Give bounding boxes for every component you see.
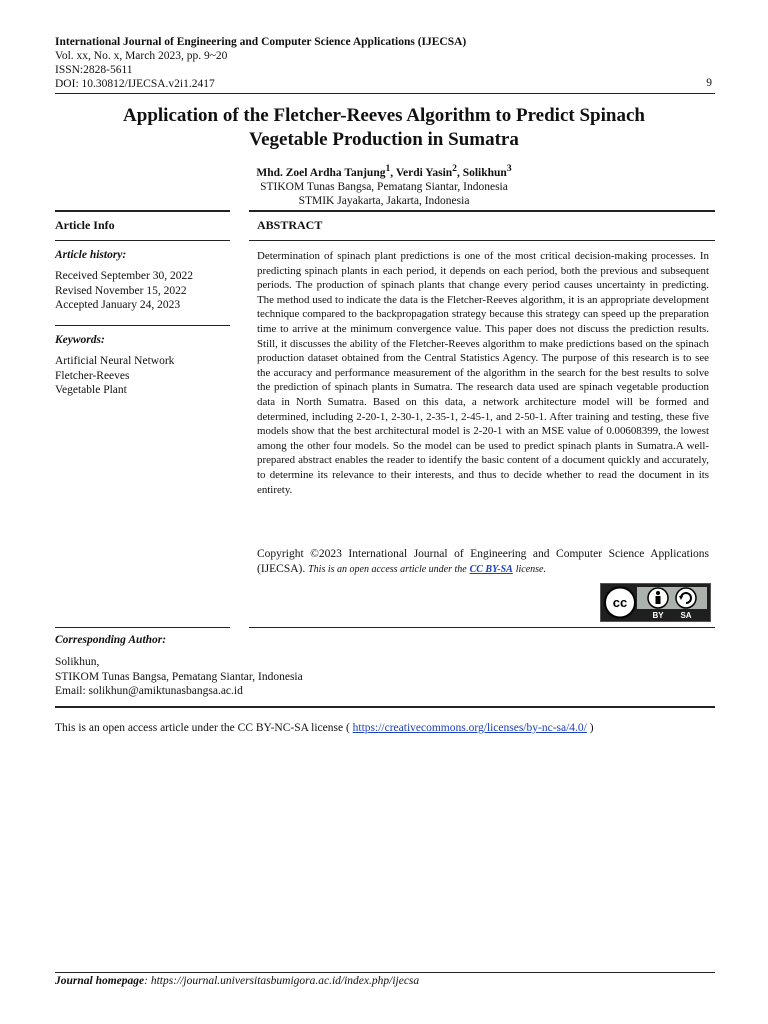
- affiliation-2: STMIK Jayakarta, Jakarta, Indonesia: [298, 194, 470, 207]
- corresponding-name: Solikhun,: [55, 656, 100, 668]
- open-access-post: license.: [515, 564, 546, 575]
- copyright-text: Copyright ©2023 International Journal of Engineering and Computer Science Applications (IJECSA).: [257, 548, 709, 575]
- issn: ISSN:2828-5611: [55, 64, 133, 76]
- copyright-notice: [257, 547, 709, 577]
- license-note: [55, 722, 594, 734]
- corresponding-affiliation: STIKOM Tunas Bangsa, Pematang Siantar, Indonesia: [55, 670, 303, 683]
- homepage-label: Journal homepage: [55, 975, 145, 987]
- author-names: Mhd. Zoel Ardha Tanjung$^1$, Verdi Yasin$^2$, Solikhun$^3$: [256, 163, 512, 179]
- running-header: [55, 35, 466, 91]
- abstract-top-rule: [249, 210, 715, 212]
- received-date: Received September 30, 2022: [55, 270, 193, 282]
- doi: DOI: 10.30812/IJECSA.v2i1.2417: [55, 78, 215, 90]
- sa-label: SA: [680, 611, 692, 620]
- keyword-item: Fletcher-Reeves: [55, 369, 130, 382]
- keyword-item: Vegetable Plant: [55, 384, 127, 396]
- license-post: ): [589, 722, 594, 734]
- paper-title: [60, 104, 708, 152]
- license-url-link[interactable]: https://creativecommons.org/licenses/by-nc-sa/4.0/: [352, 722, 587, 734]
- author-1-sup: 1: [385, 163, 391, 174]
- title-line-2: Vegetable Production in Sumatra: [249, 129, 519, 150]
- title-line-1: Application of the Fletcher-Reeves Algorithm to Predict Spinach: [123, 105, 645, 126]
- corresponding-label: Corresponding Author:: [55, 634, 167, 646]
- corresponding-email: Email: solikhun@amiktunasbangsa.ac.id: [55, 685, 243, 697]
- abstract-sub-rule: [249, 240, 715, 241]
- share-alike-icon: [676, 588, 696, 608]
- journal-name: International Journal of Engineering and Computer Science Applications (IJECSA): [55, 36, 467, 48]
- abstract-heading: ABSTRACT: [257, 218, 323, 232]
- article-info-heading: Article Info: [55, 218, 115, 232]
- corresponding-details: [55, 655, 303, 699]
- abstract-text: Determination of spinach plant predictions is one of the most critical decision-making processes. In predicting spinach plants in each period, it depends on each period, both the previous and subsequent periods. The production of spinach plants that change every period causes uncertainty in predicting. The method used to indicate the data is the Fletcher-Reeves algorithm, it is an appropriate development technique compared to the backpropagation strategy because this strategy can speed up the preparation time to arrive at the minimum convergence value. This paper does not discuss the prediction results. Still, it discusses the ability of the Fletcher-Reeves algorithm to make predictions based on the spinach production dataset obtained from the Central Statistics Agency. The purpose of this research is to see the accuracy and performance measurement of the algorithm in the search for the best results to solve the prediction of spinach plants in Sumatra. The research data used are spinach vegetable production data in North Sumatra. Based on this data, a network architecture model will be formed and determined, including 2-20-1, 2-30-1, 2-35-1, 2-45-1, and 2-50-1. After training and testing, these five models show that the best architectural model is 2-20-1 with an MSE value of 0.00608399, the lowest among the other four models. So the model can be used to predict spinach plants in Sumatra.A well-prepared abstract enables the reader to identify the basic content of a document quickly and accurately, to determine its relevance to their interests, and thus to decide whether to read the document in its entirety.: [257, 250, 709, 496]
- author-3: Solikhun: [462, 166, 507, 179]
- accepted-date: Accepted January 24, 2023: [55, 299, 181, 311]
- header-rule: [55, 93, 715, 94]
- keyword-list: [55, 354, 174, 398]
- open-access-pre: This is an open access article under the: [308, 564, 467, 575]
- keywords-label: Keywords:: [55, 334, 105, 346]
- history-rule: [55, 325, 230, 326]
- volume-info: Vol. xx, No. x, March 2023, pp. 9~20: [55, 50, 228, 62]
- author-1: Mhd. Zoel Ardha Tanjung: [256, 166, 386, 179]
- page-number: 9: [706, 77, 712, 89]
- cc-by-sa-link[interactable]: CC BY-SA: [469, 564, 513, 575]
- keyword-item: Artificial Neural Network: [55, 355, 175, 367]
- cc-mark: cc: [612, 595, 628, 610]
- affiliation-1: STIKOM Tunas Bangsa, Pematang Siantar, Indonesia: [260, 180, 508, 193]
- author-2: Verdi Yasin: [395, 166, 453, 179]
- cc-badge-graphic: [601, 584, 710, 621]
- info-top-rule: [55, 210, 230, 212]
- license-pre: This is an open access article under the CC BY-NC-SA license (: [55, 722, 350, 734]
- history-label: Article history:: [55, 249, 127, 261]
- revised-date: Revised November 15, 2022: [55, 284, 187, 297]
- info-sub-rule: [55, 240, 230, 241]
- author-3-sup: 3: [506, 163, 512, 174]
- homepage-url[interactable]: : https://journal.universitasbumigora.ac.id/index.php/ijecsa: [144, 975, 420, 987]
- footer-rule: [55, 972, 715, 973]
- corresponding-rule: [55, 706, 715, 708]
- info-bottom-rule: [55, 627, 230, 628]
- author-block: [60, 162, 708, 208]
- by-label: BY: [652, 611, 664, 620]
- journal-homepage: [55, 975, 419, 987]
- history-dates: [55, 269, 193, 313]
- cc-by-sa-badge: [600, 583, 711, 622]
- author-2-sup: 2: [452, 163, 457, 174]
- abstract-bottom-rule: [249, 627, 715, 628]
